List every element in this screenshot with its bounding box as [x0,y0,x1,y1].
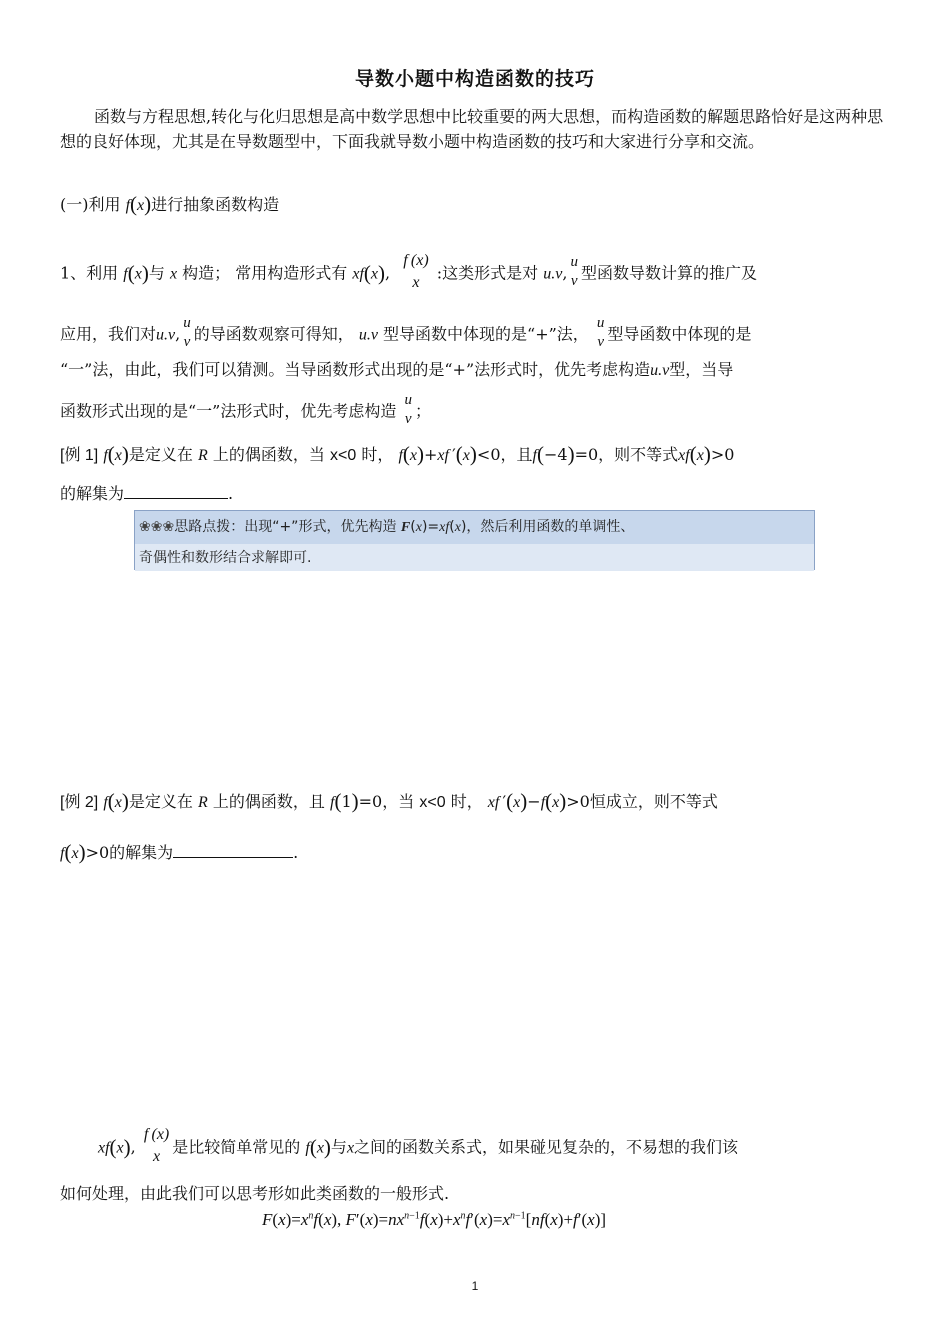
closing-line1: xf(x), f (x) x 是比较简单常见的 f(x)与x之间的函数关系式，如果碰见复杂的，不易想的我们该 [98,1126,898,1170]
intro-paragraph: 函数与方程思想,转化与化归思想是高中数学思想中比较重要的两大思想，而构造函数的解题思路恰好是这两种思想的良好体现，尤其是在导数题型中，下面我就导数小题中构造函数的技巧和大家进行分享和交流。 [60,107,884,151]
fraction-u-over-v: u v [404,392,412,427]
item1-line3: “一”法，由此，我们可以猜测。当导函数形式出现的是“+”法形式时，优先考虑构造u.v型，当导 [60,360,734,379]
closing-line2: 如何处理，由此我们可以思考形如此类函数的一般形式. [60,1184,450,1203]
fraction-u-over-v: u v [570,254,578,289]
fraction-f-over-x: f (x) x [403,252,429,291]
item1-line: 1、利用 f(x)与 x 构造； 常用构造形式有 xf(x), f (x) x :这类形式是对 u.v, u v 型函数导数计算的推广及 [60,252,900,296]
example1-line: [例 1] f(x)是定义在 R 上的偶函数，当 x<0 时， f(x)+xf ′(x)<0，且f(−4)=0，则不等式xf(x)>0 [60,442,735,466]
hint-line1: ❀❀❀思路点拨：出现“+”形式，优先构造 F(x)=xf(x)，然后利用函数的单调性、 [139,519,635,535]
flower-icon: ❀❀❀ [139,519,175,535]
page-number: 1 [471,1279,479,1293]
hint-box [134,510,815,570]
fraction-u-over-v: u v [183,315,191,350]
item1-line4: 函数形式出现的是“一”法形式时，优先考虑构造 u v ； [60,392,431,427]
fraction-f-over-x: f (x) x [143,1126,170,1165]
section-heading: (一)利用 f(x)进行抽象函数构造 [60,192,280,216]
answer-blank [124,484,228,499]
item1-line2: 应用，我们对u.v, u v 的导函数观察可得知， u.v 型导函数中体现的是“+”法， u v 型导函数中体现的是 [60,315,752,350]
example2-answer-line: f(x)>0的解集为 . [60,840,299,864]
answer-blank [173,843,293,858]
general-formula: $F(x)=x^nf(x)$, $F'(x)=nx^{n-1}f(x)+x^nf'(x)=x^{n-1}[nf(x)+f'(x)]$ [262,1210,607,1229]
fraction-u-over-v: u v [596,315,605,350]
example1-answer-line: 的解集为 . [60,484,234,503]
page-title: 导数小题中构造函数的技巧 [354,68,595,90]
example2-line: [例 2] f(x)是定义在 R 上的偶函数，且 f(1)=0，当 x<0 时， xf ′(x)−f(x)>0恒成立，则不等式 [60,789,718,813]
hint-line2: 奇偶性和数形结合求解即可. [135,544,814,571]
